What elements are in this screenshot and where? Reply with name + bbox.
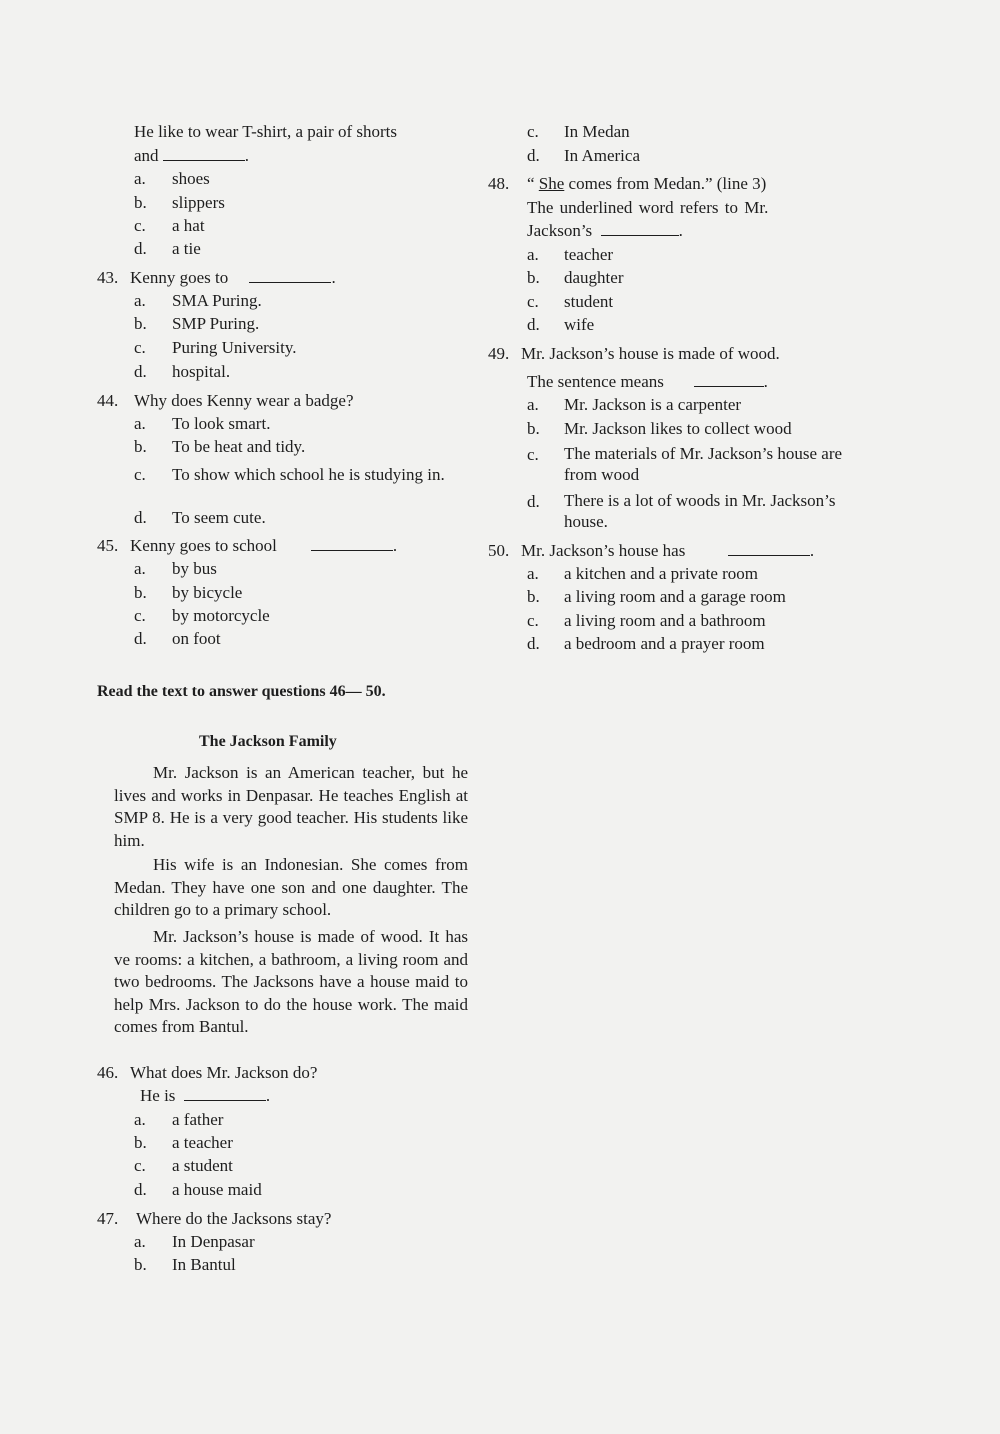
q46-option-b-letter: b. (134, 1133, 147, 1152)
q48-quote-open: “ (527, 174, 535, 193)
q48-quote (527, 172, 766, 195)
q48-option-b-letter: b. (527, 268, 540, 287)
q44-option-c: To show which school he is studying in. (172, 465, 445, 484)
q49-question: Mr. Jackson’s house is made of wood. (521, 344, 780, 363)
q47-option-d: In America (564, 146, 640, 165)
q50-option-c: a living room and a bathroom (564, 611, 766, 630)
q42-line2-text: and (134, 146, 159, 165)
q42-line2: and . (134, 146, 250, 165)
q49-option-a: Mr. Jackson is a carpenter (564, 395, 742, 414)
q42-option-d-letter: d. (134, 239, 147, 258)
q42-option-a: shoes (172, 169, 210, 188)
answer-blank (163, 146, 245, 161)
q48-option-b: daughter (564, 268, 624, 287)
reading-instruction: Read the text to answer questions 46— 50. (97, 683, 386, 700)
q44-option-d: To seem cute. (172, 508, 266, 527)
q43-option-b: SMP Puring. (172, 314, 260, 333)
q47-option-a: In Denpasar (172, 1232, 255, 1251)
q49-line2-text: The sentence means (527, 372, 664, 391)
q50-option-d-letter: d. (527, 634, 540, 653)
q48-line3: Jackson’s . (527, 221, 683, 240)
q48-quote-rest: comes from Medan.” (line 3) (568, 174, 767, 193)
q43-number: 43. (97, 268, 119, 287)
q47-question: Where do the Jacksons stay? (136, 1209, 332, 1228)
q48-underlined-word: She (538, 174, 565, 193)
q49-option-b-letter: b. (527, 419, 540, 438)
q44-option-b-letter: b. (134, 437, 147, 456)
q45-number: 45. (97, 536, 119, 555)
answer-blank (184, 1086, 266, 1101)
answer-blank (728, 541, 810, 556)
reading-title: The Jackson Family (199, 733, 337, 750)
q44-option-b: To be heat and tidy. (172, 437, 306, 456)
q42-option-c: a hat (172, 216, 205, 235)
q50-question: Mr. Jackson’s house has . (521, 541, 815, 560)
q48-option-d-letter: d. (527, 315, 540, 334)
q50-option-a-letter: a. (527, 564, 539, 583)
q50-option-d: a bedroom and a prayer room (564, 634, 765, 653)
q47-option-b: In Bantul (172, 1255, 236, 1274)
q42-option-a-letter: a. (134, 169, 146, 188)
q45-text: Kenny goes to school (130, 536, 277, 555)
answer-blank (694, 372, 764, 387)
q47-number: 47. (97, 1209, 119, 1228)
q49-number: 49. (488, 344, 510, 363)
q43-option-d: hospital. (172, 362, 231, 381)
q43-option-a-letter: a. (134, 291, 146, 310)
q50-option-c-letter: c. (527, 611, 539, 630)
q43-text: Kenny goes to (130, 268, 229, 287)
q48-number: 48. (488, 174, 510, 193)
q50-option-b-letter: b. (527, 587, 540, 606)
answer-blank (311, 536, 393, 551)
q46-option-c: a student (172, 1156, 233, 1175)
q46-option-d: a house maid (172, 1180, 262, 1199)
q45-option-b-letter: b. (134, 583, 147, 602)
q49-line2: The sentence means . (527, 372, 768, 391)
q47-option-c: In Medan (564, 122, 630, 141)
q47-option-d-letter: d. (527, 146, 540, 165)
q49-option-d: There is a lot of woods in Mr. Jackson’s house. (564, 491, 836, 531)
q45-question: Kenny goes to school . (130, 536, 398, 555)
q46-line2: He is . (140, 1086, 271, 1105)
q42-line1: He like to wear T-shirt, a pair of shorts (134, 122, 397, 141)
q43-option-b-letter: b. (134, 314, 147, 333)
q45-option-c: by motorcycle (172, 606, 270, 625)
q50-number: 50. (488, 541, 510, 560)
q44-question: Why does Kenny wear a badge? (134, 391, 354, 410)
q46-option-a: a father (172, 1110, 224, 1129)
q46-option-a-letter: a. (134, 1110, 146, 1129)
q46-option-d-letter: d. (134, 1180, 147, 1199)
q47-option-b-letter: b. (134, 1255, 147, 1274)
q43-option-a: SMA Puring. (172, 291, 262, 310)
q46-line2-text: He is (140, 1086, 176, 1105)
q48-option-c: student (564, 292, 614, 311)
q47-option-a-letter: a. (134, 1232, 146, 1251)
q44-option-a-letter: a. (134, 414, 146, 433)
q43-option-c: Puring University. (172, 338, 297, 357)
q46-option-c-letter: c. (134, 1156, 146, 1175)
q42-option-b: slippers (172, 193, 225, 212)
q49-option-d-letter: d. (527, 492, 540, 511)
q43-option-d-letter: d. (134, 362, 147, 381)
q43-question: Kenny goes to . (130, 268, 336, 287)
q48-option-a-letter: a. (527, 245, 539, 264)
q47-option-c-letter: c. (527, 122, 539, 141)
q44-option-a: To look smart. (172, 414, 271, 433)
q49-option-a-letter: a. (527, 395, 539, 414)
reading-paragraph-2: His wife is an Indonesian. She comes from Medan. They have one son and one daughter. The children go to a primary school. (114, 855, 468, 919)
q46-question: What does Mr. Jackson do? (130, 1063, 318, 1082)
q45-option-d: on foot (172, 629, 221, 648)
reading-paragraph-3: Mr. Jackson’s house is made of wood. It has ve rooms: a kitchen, a bathroom, a living room and two bedrooms. The Jacksons have a house maid to help Mrs. Jackson to do the house work. The maid comes from Bantul. (114, 927, 468, 1036)
q48-option-d: wife (564, 315, 595, 334)
q45-option-d-letter: d. (134, 629, 147, 648)
q42-option-d: a tie (172, 239, 201, 258)
q44-option-d-letter: d. (134, 508, 147, 527)
q48-line3-text: Jackson’s (527, 221, 593, 240)
q49-option-c-letter: c. (527, 445, 539, 464)
q50-option-b: a living room and a garage room (564, 587, 786, 606)
q50-option-a: a kitchen and a private room (564, 564, 759, 583)
q43-option-c-letter: c. (134, 338, 146, 357)
q45-option-a: by bus (172, 559, 217, 578)
q48-option-a: teacher (564, 245, 614, 264)
q49-option-c: The materials of Mr. Jackson’s house are from wood (564, 444, 843, 484)
q49-option-b: Mr. Jackson likes to collect wood (564, 419, 792, 438)
answer-blank (249, 268, 331, 283)
q50-text: Mr. Jackson’s house has (521, 541, 686, 560)
q48-line2: The underlined word refers to Mr. (527, 198, 769, 217)
q48-option-c-letter: c. (527, 292, 539, 311)
q44-number: 44. (97, 391, 119, 410)
q42-option-c-letter: c. (134, 216, 146, 235)
q42-option-b-letter: b. (134, 193, 147, 212)
q44-option-c-letter: c. (134, 465, 146, 484)
q45-option-a-letter: a. (134, 559, 146, 578)
q45-option-c-letter: c. (134, 606, 146, 625)
q46-number: 46. (97, 1063, 119, 1082)
answer-blank (601, 221, 679, 236)
reading-paragraph-1: Mr. Jackson is an American teacher, but he lives and works in Denpasar. He teaches English at SMP 8. He is a very good teacher. His students like him. (114, 763, 468, 850)
q46-option-b: a teacher (172, 1133, 233, 1152)
q45-option-b: by bicycle (172, 583, 243, 602)
